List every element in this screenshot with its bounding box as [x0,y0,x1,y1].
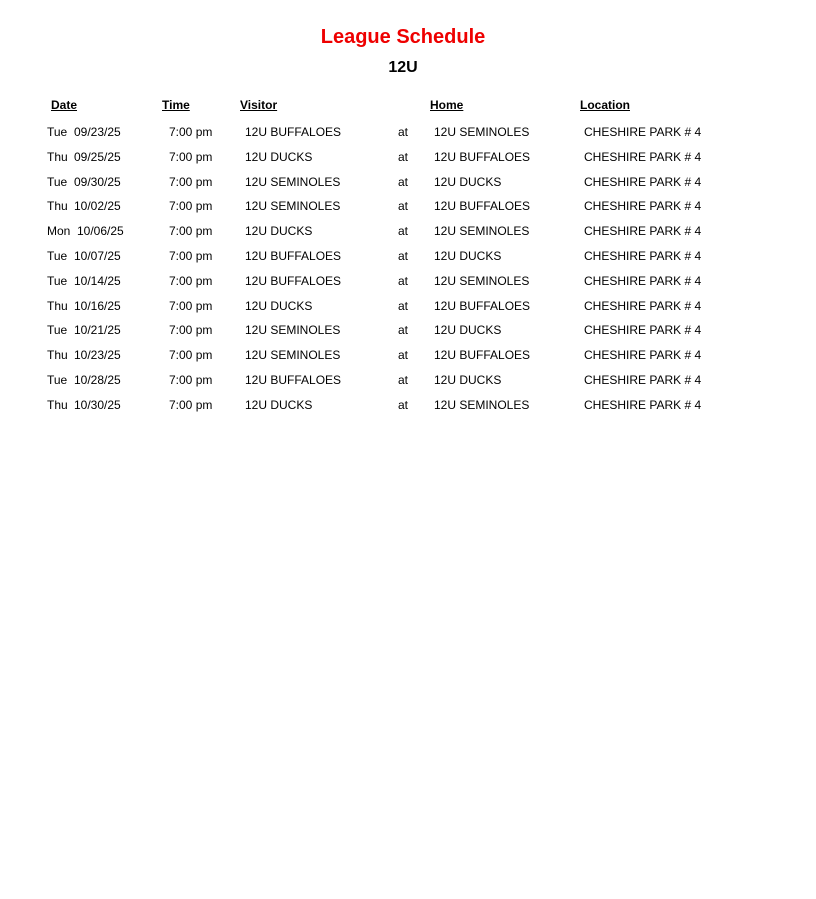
game-day: Tue [47,174,68,189]
game-location: CHESHIRE PARK # 4 [584,149,702,164]
at-separator: at [398,199,409,214]
game-date: 10/14/25 [74,273,121,288]
game-date: 10/07/25 [74,248,121,263]
game-location: CHESHIRE PARK # 4 [584,372,702,387]
page-title: League Schedule [320,26,486,48]
game-location: CHESHIRE PARK # 4 [584,323,702,338]
game-date: 10/28/25 [74,372,121,387]
game-day: Mon [47,224,71,239]
at-separator: at [398,149,409,164]
header-date: Date [51,98,78,112]
at-separator: at [398,273,409,288]
visitor-team: 12U SEMINOLES [245,199,341,214]
visitor-team: 12U SEMINOLES [245,174,341,189]
at-separator: at [398,298,409,313]
table-row [0,373,816,398]
game-location: CHESHIRE PARK # 4 [584,224,702,239]
table-row [0,125,816,150]
header-visitor: Visitor [240,98,278,112]
game-date: 10/21/25 [74,323,121,338]
table-row [0,398,816,423]
schedule-table [0,125,816,423]
table-row [0,150,816,175]
header-home: Home [430,98,464,112]
game-date: 10/16/25 [74,298,121,313]
game-time: 7:00 pm [169,298,213,313]
home-team: 12U SEMINOLES [434,273,530,288]
visitor-team: 12U DUCKS [245,298,313,313]
table-row [0,323,816,348]
table-row [0,224,816,249]
game-day: Tue [47,323,68,338]
table-row [0,274,816,299]
game-date: 10/02/25 [74,199,121,214]
at-separator: at [398,224,409,239]
game-time: 7:00 pm [169,199,213,214]
home-team: 12U DUCKS [434,323,502,338]
at-separator: at [398,174,409,189]
game-date: 10/06/25 [77,224,124,239]
home-team: 12U SEMINOLES [434,397,530,412]
game-day: Tue [47,248,68,263]
game-date: 09/30/25 [74,174,121,189]
game-day: Tue [47,273,68,288]
home-team: 12U DUCKS [434,372,502,387]
home-team: 12U BUFFALOES [434,348,531,363]
table-row [0,348,816,373]
home-team: 12U BUFFALOES [434,199,531,214]
game-location: CHESHIRE PARK # 4 [584,125,702,139]
at-separator: at [398,248,409,263]
at-separator: at [398,125,409,139]
game-day: Thu [47,348,68,363]
game-day: Thu [47,199,68,214]
visitor-team: 12U BUFFALOES [245,273,342,288]
division-subtitle: 12U [388,59,418,76]
game-time: 7:00 pm [169,372,213,387]
game-day: Thu [47,298,68,313]
game-location: CHESHIRE PARK # 4 [584,273,702,288]
home-team: 12U SEMINOLES [434,125,530,139]
game-date: 09/23/25 [74,125,121,139]
home-team: 12U BUFFALOES [434,149,531,164]
visitor-team: 12U SEMINOLES [245,348,341,363]
table-row [0,299,816,324]
home-team: 12U SEMINOLES [434,224,530,239]
game-location: CHESHIRE PARK # 4 [584,397,702,412]
schedule-header-row [0,98,816,114]
at-separator: at [398,348,409,363]
game-day: Thu [47,397,68,412]
at-separator: at [398,372,409,387]
game-time: 7:00 pm [169,397,213,412]
header-location: Location [580,98,630,112]
game-location: CHESHIRE PARK # 4 [584,348,702,363]
game-day: Thu [47,149,68,164]
game-day: Tue [47,125,68,139]
home-team: 12U DUCKS [434,174,502,189]
home-team: 12U BUFFALOES [434,298,531,313]
visitor-team: 12U BUFFALOES [245,248,342,263]
game-date: 10/23/25 [74,348,121,363]
game-time: 7:00 pm [169,125,213,139]
game-time: 7:00 pm [169,273,213,288]
game-date: 09/25/25 [74,149,121,164]
game-date: 10/30/25 [74,397,121,412]
game-time: 7:00 pm [169,174,213,189]
visitor-team: 12U SEMINOLES [245,323,341,338]
at-separator: at [398,397,409,412]
game-day: Tue [47,372,68,387]
at-separator: at [398,323,409,338]
visitor-team: 12U DUCKS [245,397,313,412]
game-location: CHESHIRE PARK # 4 [584,199,702,214]
table-row [0,199,816,224]
game-time: 7:00 pm [169,348,213,363]
game-location: CHESHIRE PARK # 4 [584,248,702,263]
visitor-team: 12U DUCKS [245,149,313,164]
visitor-team: 12U BUFFALOES [245,125,342,139]
table-row [0,249,816,274]
game-location: CHESHIRE PARK # 4 [584,298,702,313]
game-location: CHESHIRE PARK # 4 [584,174,702,189]
visitor-team: 12U DUCKS [245,224,313,239]
visitor-team: 12U BUFFALOES [245,372,342,387]
game-time: 7:00 pm [169,224,213,239]
game-time: 7:00 pm [169,248,213,263]
header-time: Time [162,98,190,112]
game-time: 7:00 pm [169,149,213,164]
table-row [0,175,816,200]
game-time: 7:00 pm [169,323,213,338]
home-team: 12U DUCKS [434,248,502,263]
